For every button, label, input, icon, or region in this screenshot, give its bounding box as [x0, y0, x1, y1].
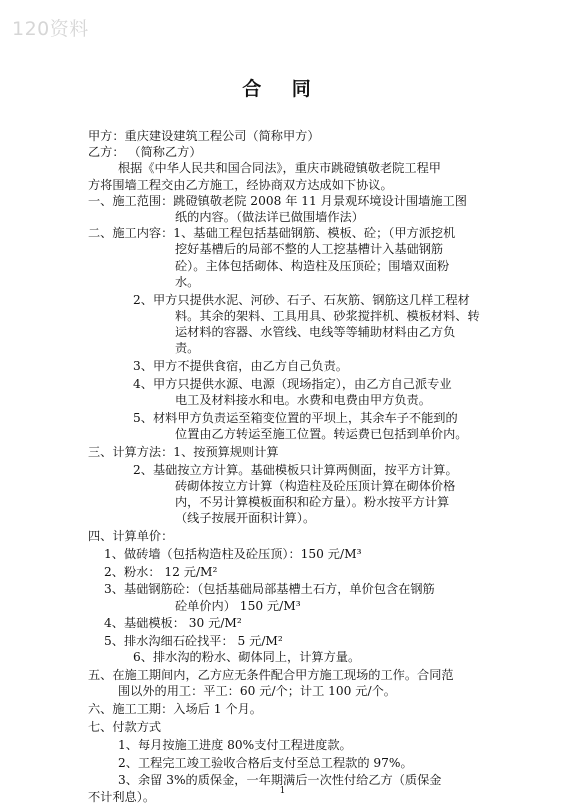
content-item-2: 2、甲方只提供水泥、河砂、石子、石灰筋、钢筋这几样工程材	[133, 292, 470, 307]
price-item-3-cont: 砼单价内） 150 元/M³	[175, 598, 301, 613]
content-item-4-cont: 电工及材料接水和电。水费和电费由甲方负责。	[175, 393, 431, 407]
calc-item-2-cont: （线子按展开面积计算）。	[175, 511, 316, 526]
clause-content-cont: 挖好基槽后的局部不整的人工挖基槽计入基础钢筋	[175, 242, 444, 257]
clause-calculation: 三、计算方法：1、按预算规则计算	[88, 444, 279, 459]
clause-content-cont: 砼）。主体包括砌体、构造柱及压顶砼；围墙双面粉	[175, 258, 450, 273]
page-number: 1	[279, 786, 286, 796]
party-a-line: 甲方：重庆建设建筑工程公司（简称甲方）	[88, 129, 320, 143]
preamble-line: 根据《中华人民共和国合同法》，重庆市跳磴镇敬老院工程甲	[118, 161, 441, 176]
clause-content: 二、施工内容：1、基础工程包括基础钢筋、模板、砼；（甲方派挖机	[88, 226, 456, 241]
content-item-2-cont: 运材料的容器、水管线、电线等等辅助材料由乙方负	[175, 325, 456, 339]
price-item-2: 2、粉水： 12 元/M²	[104, 564, 218, 579]
price-item-1: 1、做砖墙（包括构造柱及砼压顶）：150 元/M³	[104, 546, 362, 561]
price-item-5: 5、排水沟细石砼找平： 5 元/M²	[104, 634, 283, 649]
price-item-6: 6、排水沟的粉水、砌体同上，计算方量。	[133, 650, 361, 665]
content-item-2-cont: 责。	[175, 341, 200, 356]
price-item-3: 3、基础钢筋砼：（包括基础局部基槽土石方，单价包含在钢筋	[104, 582, 435, 597]
calc-item-2-cont: 内，不另计算模板面积和砼方量）。粉水按平方计算	[175, 495, 450, 509]
content-item-5-cont: 位置由乙方转运至施工位置。转运费已包括到单价内。	[175, 427, 468, 441]
document-title: 合 同	[242, 78, 323, 100]
content-item-5: 5、材料甲方负责运至箱变位置的平坝上，其余车子不能到的	[133, 410, 458, 425]
calc-item-2-cont: 砖砌体按立方计算（构造柱及砼压顶计算在砌体价格	[175, 478, 456, 493]
clause-scope: 一、施工范围：跳磴镇敬老院 2008 年 11 月景观环境设计围墙施工图	[88, 193, 467, 208]
payment-item-3-cont: 不计利息）。	[88, 789, 156, 804]
watermark-logo: 120资料	[12, 18, 89, 40]
clause-content-cont: 水。	[175, 274, 200, 289]
preamble-line: 方将围墙工程交由乙方施工，经协商双方达成如下协议。	[88, 177, 393, 192]
calc-item-2: 2、基础按立方计算。基础模板只计算两侧面，按平方计算。	[133, 462, 458, 477]
clause-cooperation: 五、在施工期间内，乙方应无条件配合甲方施工现场的工作。合同范	[88, 668, 454, 683]
content-item-2-cont: 料。其余的架料、工具用具、砂浆搅拌机、模板材料、转	[175, 308, 480, 323]
payment-item-1: 1、每月按施工进度 80%支付工程进度款。	[118, 737, 352, 752]
price-item-4: 4、基础模板： 30 元/M²	[104, 616, 242, 631]
clause-duration: 六、施工工期：入场后 1 个月。	[88, 702, 262, 717]
clause-unit-price: 四、计算单价：	[88, 529, 174, 543]
party-b-line: 乙方： （简称乙方）	[88, 145, 202, 160]
content-item-3: 3、甲方不提供食宿，由乙方自己负责。	[133, 359, 348, 373]
clause-scope-cont: 纸的内容。（做法详已做围墙作法）	[175, 210, 364, 224]
payment-item-3: 3、余留 3%的质保金，一年期满后一次性付给乙方（质保金	[118, 773, 442, 788]
clause-cooperation-cont: 围以外的用工：平工：60 元/个；计工 100 元/个。	[118, 684, 396, 699]
payment-item-2: 2、工程完工竣工验收合格后支付至总工程款的 97%。	[118, 755, 413, 770]
content-item-4: 4、甲方只提供水源、电源（现场指定），由乙方自己派专业	[133, 376, 452, 391]
clause-payment: 七、付款方式	[88, 720, 162, 734]
